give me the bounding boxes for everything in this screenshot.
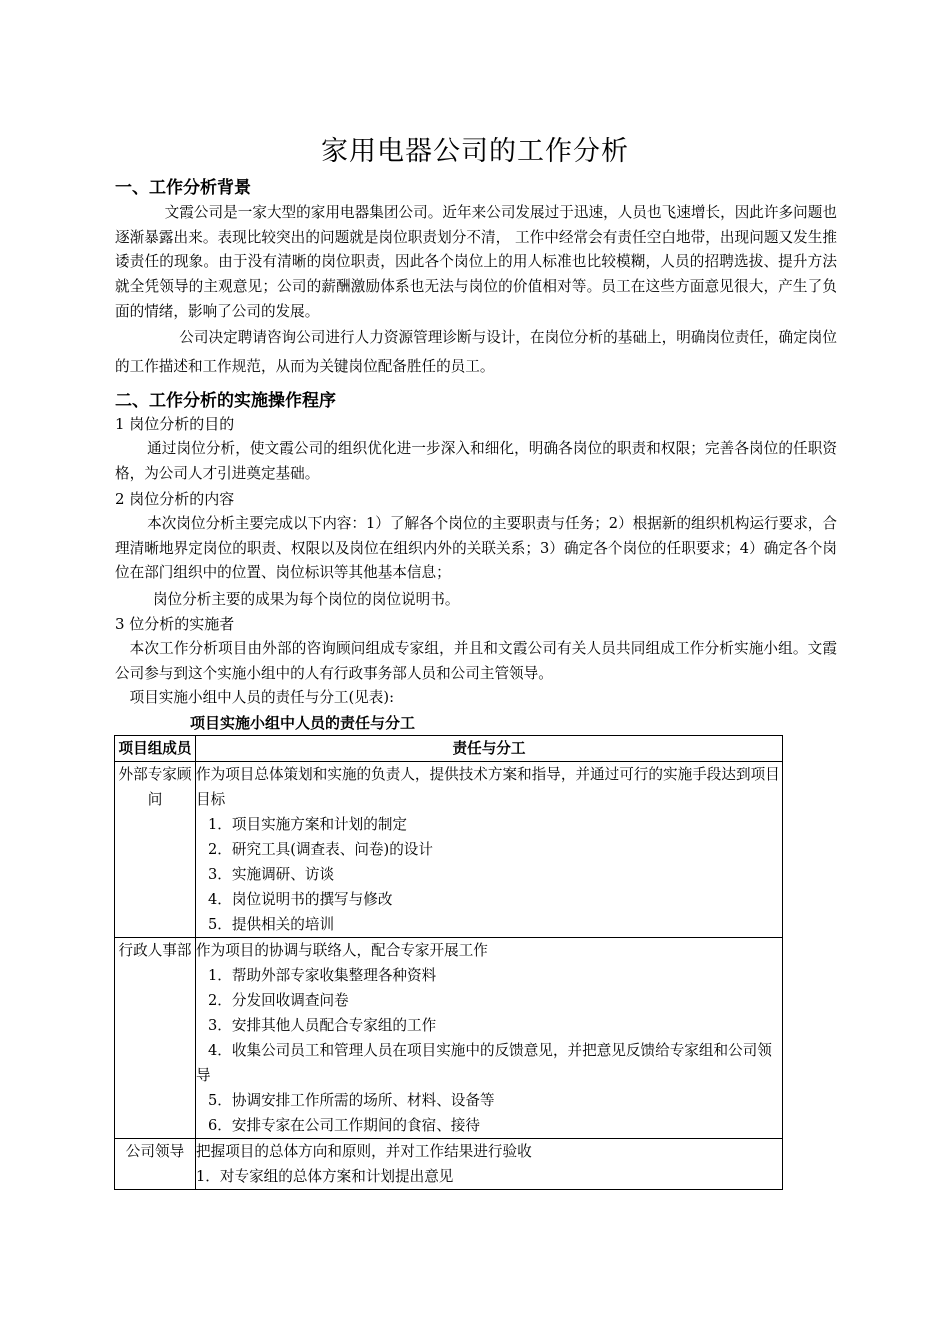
table-row (115, 762, 783, 938)
responsibility-item: 3．实施调研、访谈 (208, 866, 335, 883)
section1-paragraph-2: 公司决定聘请咨询公司进行人力资源管理诊断与设计，在岗位分析的基础上，明确岗位责任，确定岗位的工作描述和工作规范，从而为关键岗位配备胜任的员工。 (115, 329, 837, 375)
header-responsibility: 责任与分工 (196, 736, 783, 762)
subsection3-heading: 3 位分析的实施者 (115, 615, 235, 633)
responsibility-item: 1．项目实施方案和计划的制定 (208, 816, 408, 833)
responsibility-item: 2．研究工具(调查表、问卷)的设计 (208, 841, 433, 858)
header-member: 项目组成员 (115, 736, 196, 762)
responsibility-item: 2．分发回收调查问卷 (208, 992, 349, 1009)
table-row (115, 1139, 783, 1190)
responsibility-item: 4．岗位说明书的撰写与修改 (208, 891, 393, 908)
subsection2-paragraph-2: 岗位分析主要的成果为每个岗位的岗位说明书。 (152, 591, 460, 608)
row-responsibility-cell (196, 1139, 783, 1190)
table-header-row (115, 736, 783, 762)
responsibility-lead: 作为项目的协调与联络人，配合专家开展工作 (196, 942, 488, 959)
responsibility-item: 5．提供相关的培训 (208, 916, 335, 933)
subsection3-paragraph-2: 项目实施小组中人员的责任与分工(见表): (129, 689, 394, 706)
responsibility-item: 1．对专家组的总体方案和计划提出意见 (196, 1168, 454, 1185)
responsibility-table (114, 735, 783, 1190)
row-member-cell: 公司领导 (115, 1139, 196, 1190)
responsibility-lead: 把握项目的总体方向和原则，并对工作结果进行验收 (196, 1143, 532, 1160)
responsibility-item: 1．帮助外部专家收集整理各种资料 (208, 967, 437, 984)
table-row (115, 938, 783, 1139)
subsection1-paragraph: 通过岗位分析，使文霞公司的组织优化进一步深入和细化，明确各岗位的职责和权限；完善各岗位的任职资格，为公司人才引进奠定基础。 (115, 440, 837, 482)
row-responsibility-cell (196, 938, 783, 1139)
responsibility-lead: 作为项目总体策划和实施的负责人，提供技术方案和指导，并通过可行的实施手段达到项目目标 (196, 766, 780, 808)
subsection2-heading: 2 岗位分析的内容 (115, 490, 235, 508)
subsection3-paragraph: 本次工作分析项目由外部的咨询顾问组成专家组，并且和文霞公司有关人员共同组成工作分析实施小组。文霞公司参与到这个实施小组中的人有行政事务部人员和公司主管领导。 (115, 640, 837, 682)
table-caption: 项目实施小组中人员的责任与分工 (190, 714, 416, 732)
row-responsibility-cell (196, 762, 783, 938)
row-member-cell: 外部专家顾问 (115, 762, 196, 938)
responsibility-item: 4．收集公司员工和管理人员在项目实施中的反馈意见，并把意见反馈给专家组和公司领导 (196, 1042, 772, 1084)
section2-heading: 二、工作分析的实施操作程序 (115, 391, 336, 411)
section1-paragraph-1: 文霞公司是一家大型的家用电器集团公司。近年来公司发展过于迅速，人员也飞速增长，因此许多问题也逐渐暴露出来。表现比较突出的问题就是岗位职责划分不清， 工作中经常会有责任空白地带，出现问题又发生推诿责任的现象。由于没有清晰的岗位职责，因此各个岗位上的用人标准也比较模糊，人员的招聘选拔、提升方法就全凭领导的主观意见；公司的薪酬激励体系也无法与岗位的价值相对等。员工在这些方面意见很大，产生了负面的情绪，影响了公司的发展。 (115, 204, 837, 320)
subsection1-heading: 1 岗位分析的目的 (115, 415, 235, 433)
section1-heading: 一、工作分析背景 (115, 178, 251, 198)
responsibility-item: 5．协调安排工作所需的场所、材料、设备等 (208, 1092, 495, 1109)
responsibility-item: 3．安排其他人员配合专家组的工作 (208, 1017, 437, 1034)
row-member-cell: 行政人事部 (115, 938, 196, 1139)
document-title: 家用电器公司的工作分析 (321, 136, 629, 167)
subsection2-paragraph: 本次岗位分析主要完成以下内容：1）了解各个岗位的主要职责与任务；2）根据新的组织机构运行要求，合理清晰地界定岗位的职责、权限以及岗位在组织内外的关联关系；3）确定各个岗位的任职要求；4）确定各个岗位在部门组织中的位置、岗位标识等其他基本信息； (115, 515, 837, 582)
responsibility-item: 6．安排专家在公司工作期间的食宿、接待 (208, 1117, 480, 1134)
